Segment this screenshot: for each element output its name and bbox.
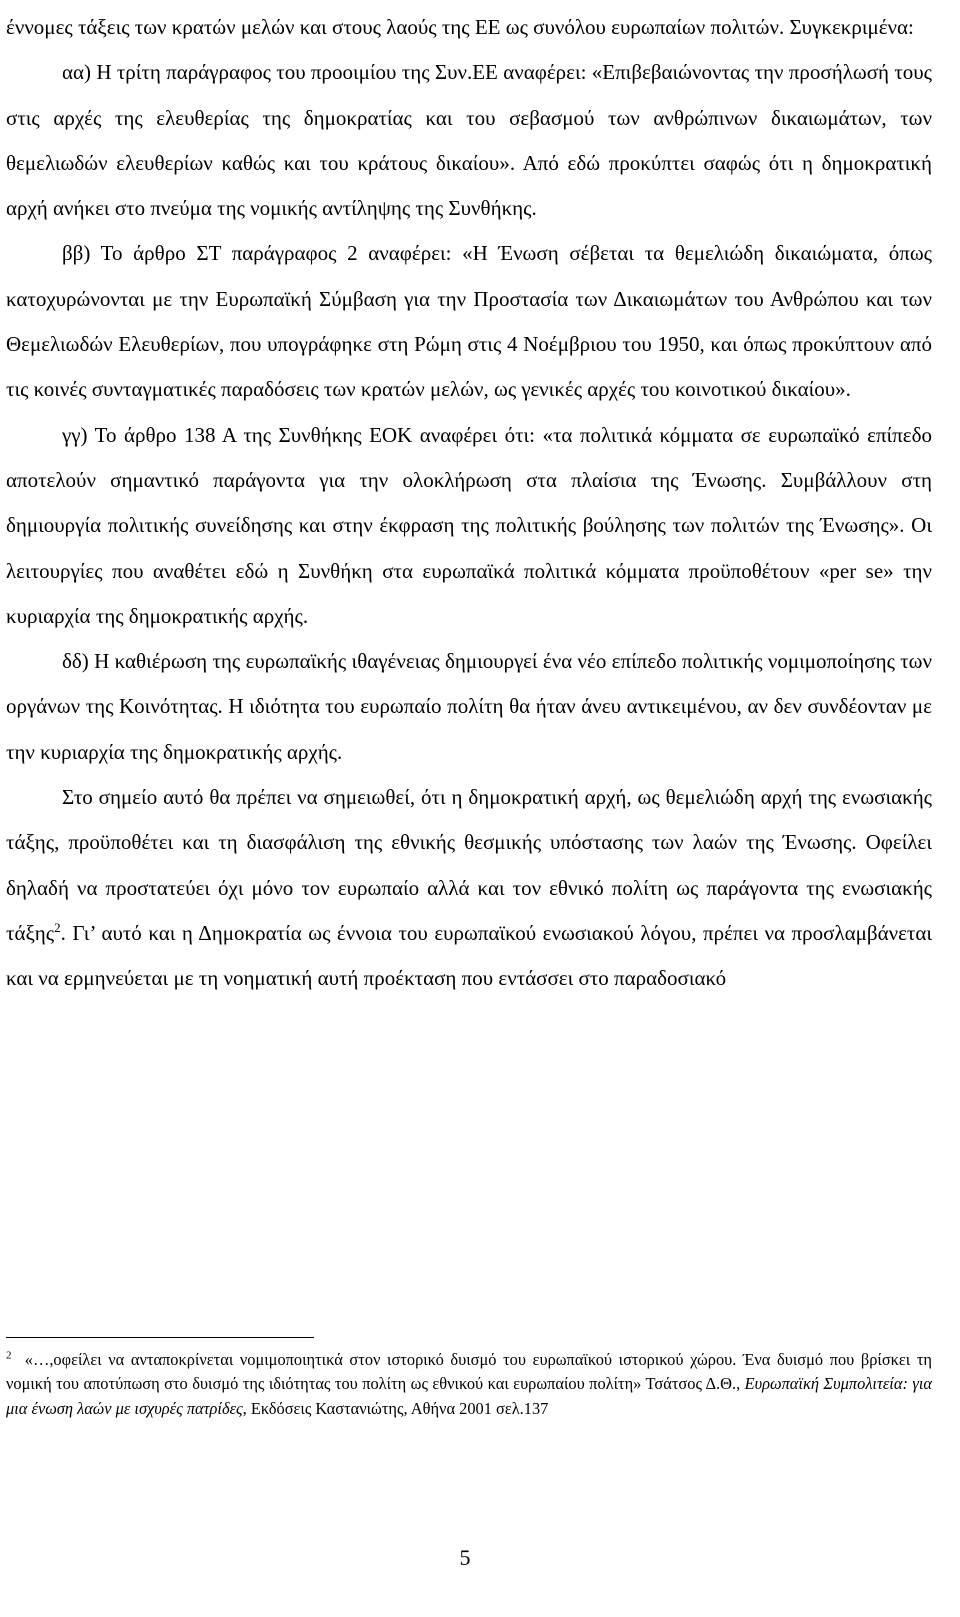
footnote-text: «…,οφείλει να ανταποκρίνεται νομιμοποιητικά στον ιστορικό δυισμό του ευρωπαϊκού ιστορικού χώρου. Ένα δυισμό που βρίσκει τη νομική του αποτύπωση στο δυισμό της ιδιότητας του πολίτη ως εθνικού και ευρωπαίου πολίτη» Τσάτσος Δ.Θ., (6, 1350, 932, 1394)
paragraph-aa: αα) Η τρίτη παράγραφος του προοιμίου της Συν.ΕΕ αναφέρει: «Επιβεβαιώνοντας την προσήλωσή τους στις αρχές της ελευθερίας της δημοκρατίας και του σεβασμού των ανθρώπινων δικαιωμάτων, των θεμελιωδών ελευθερίων καθώς και του κράτους δικαίου». Από εδώ προκύπτει σαφώς ότι η δημοκρατική αρχή ανήκει στο πνεύμα της νομικής αντίληψης της Συνθήκης. (6, 60, 932, 221)
page-number: 5 (459, 1545, 471, 1570)
paragraph-bb: ββ) Το άρθρο ΣΤ παράγραφος 2 αναφέρει: «Η Ένωση σέβεται τα θεμελιώδη δικαιώματα, όπως κατοχυρώνονται με την Ευρωπαϊκή Σύμβαση για την Προστασία των Δικαιωμάτων του Ανθρώπου και των Θεμελιωδών Ελευθερίων, που υπογράφηκε στη Ρώμη στις 4 Νοέμβριου του 1950, και όπως προκύπτουν από τις κοινές συνταγματικές παραδόσεις των κρατών μελών, ως γενικές αρχές του κοινοτικού δικαίου». (6, 241, 932, 402)
paragraph-conclusion-text-before: Στο σημείο αυτό θα πρέπει να σημειωθεί, ότι η δημοκρατική αρχή, ως θεμελιώδη αρχή της ενωσιακής τάξης, προϋποθέτει και τη διασφάλιση της εθνικής θεσμικής υπόστασης των λαών της Ένωσης. Οφείλει δηλαδή να προστατεύει όχι μόνο τον ευρωπαίο αλλά και τον εθνικό πολίτη ως παράγοντα της ενωσιακής τάξης (6, 785, 932, 945)
footnote-reference[interactable]: 2 (54, 919, 61, 935)
body-text (6, 5, 932, 1002)
footnote (6, 1348, 932, 1421)
footnote-number: 2 (6, 1349, 12, 1362)
paragraph-gg: γγ) Το άρθρο 138 Α της Συνθήκης ΕΟΚ αναφέρει ότι: «τα πολιτικά κόμματα σε ευρωπαϊκό επίπεδο αποτελούν σημαντικό παράγοντα για την ολοκλήρωση στα πλαίσια της Ένωσης. Συμβάλλουν στη δημιουργία πολιτικής συνείδησης και στην έκφραση της πολιτικής βούλησης των πολιτών της Ένωσης». Οι λειτουργίες που αναθέτει εδώ η Συνθήκη στα ευρωπαϊκά πολιτικά κόμματα προϋποθέτουν «per se» την κυριαρχία της δημοκρατικής αρχής. (6, 422, 932, 628)
footnote-publisher: , Εκδόσεις Καστανιώτης, Αθήνα 2001 σελ.137 (242, 1398, 549, 1418)
paragraph-dd: δδ) Η καθιέρωση της ευρωπαϊκής ιθαγένειας δημιουργεί ένα νέο επίπεδο πολιτικής νομιμοποίησης των οργάνων της Κοινότητας. Η ιδιότητα του ευρωπαίο πολίτη θα ήταν άνευ αντικειμένου, αν δεν συνδέονταν με την κυριαρχία της δημοκρατικής αρχής. (6, 649, 932, 764)
paragraph-continuation: έννομες τάξεις των κρατών μελών και στους λαούς της ΕΕ ως συνόλου ευρωπαίων πολιτών. Συγκεκριμένα: (6, 15, 914, 39)
paragraph-conclusion-text-after: . Γι’ αυτό και η Δημοκρατία ως έννοια του ευρωπαϊκού ενωσιακού λόγου, πρέπει να προσλαμβάνεται και να ερμηνεύεται με τη νοηματική αυτή προέκταση που εντάσσει στο παραδοσιακό (6, 920, 932, 991)
footnote-book-title: Ευρωπαϊκή Συμπολιτεία: για μια ένωση λαών με ισχυρές πατρίδες (6, 1374, 932, 1418)
paragraph-conclusion (6, 775, 932, 1001)
footnote-separator (6, 1337, 314, 1338)
